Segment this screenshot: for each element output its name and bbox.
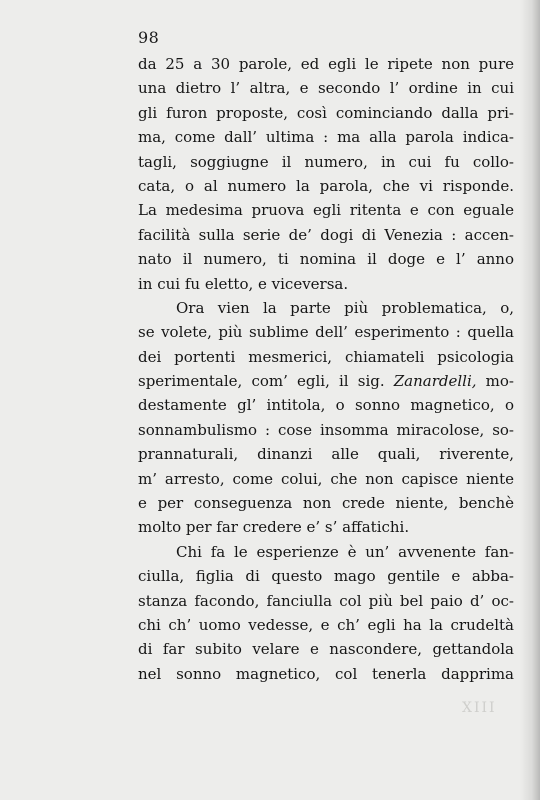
text-line: chi ch’ uomo vedesse, e ch’ egli ha la crudeltà — [138, 615, 514, 634]
body-text — [138, 52, 514, 686]
text-line-end: mo- — [476, 372, 514, 391]
text-line: in cui fu eletto, e viceversa. — [138, 274, 349, 293]
page-number: 98 — [138, 28, 160, 47]
italic-name: Zanardelli, — [393, 372, 477, 391]
text-line: destamente gl’ intitola, o sonno magnetico, o — [138, 396, 514, 415]
text-line: prannaturali, dinanzi alle quali, riverente, — [138, 445, 514, 464]
bleed-through-mark: XIII — [462, 700, 497, 716]
text-line: Ora vien la parte più problematica, o, — [176, 298, 514, 317]
text-line: una dietro l’ altra, e secondo l’ ordine in cui — [138, 79, 514, 98]
text-line: sonnambulismo : cose insomma miracolose, so- — [138, 420, 514, 439]
text-line: tagli, soggiugne il numero, in cui fu collo- — [138, 152, 514, 171]
text-line: cata, o al numero la parola, che vi risponde. — [138, 176, 514, 195]
text-line-with-name — [138, 369, 514, 393]
text-line: Chi fa le esperienze è un’ avvenente fan- — [176, 542, 514, 561]
text-line: da 25 a 30 parole, ed egli le ripete non pure — [138, 55, 514, 73]
text-line: nel sonno magnetico, col tenerla dapprima — [138, 664, 514, 683]
text-line: facilità sulla serie de’ dogi di Venezia : accen- — [138, 225, 514, 244]
text-line: dei portenti mesmerici, chiamateli psicologia — [138, 347, 514, 366]
text-line: m’ arresto, come colui, che non capisce niente — [138, 469, 514, 488]
text-line-start: sperimentale, com’ egli, il sig. — [138, 372, 394, 391]
page-edge-shadow — [520, 0, 540, 800]
text-line: ma, come dall’ ultima : ma alla parola indica- — [138, 128, 514, 147]
text-line: di far subito velare e nascondere, gettandola — [138, 640, 514, 659]
text-line: gli furon proposte, così cominciando dalla pri- — [138, 103, 514, 122]
text-line: e per conseguenza non crede niente, benchè — [138, 494, 514, 513]
text-line: molto per far credere e’ s’ affatichi. — [138, 518, 410, 537]
text-line: La medesima pruova egli ritenta e con eguale — [138, 201, 514, 220]
text-line: se volete, più sublime dell’ esperimento : quella — [138, 323, 514, 342]
text-line: nato il numero, ti nomina il doge e l’ anno — [138, 250, 514, 269]
text-line: ciulla, figlia di questo mago gentile e abba- — [138, 567, 514, 586]
text-line: stanza facondo, fanciulla col più bel paio d’ oc- — [138, 591, 514, 610]
